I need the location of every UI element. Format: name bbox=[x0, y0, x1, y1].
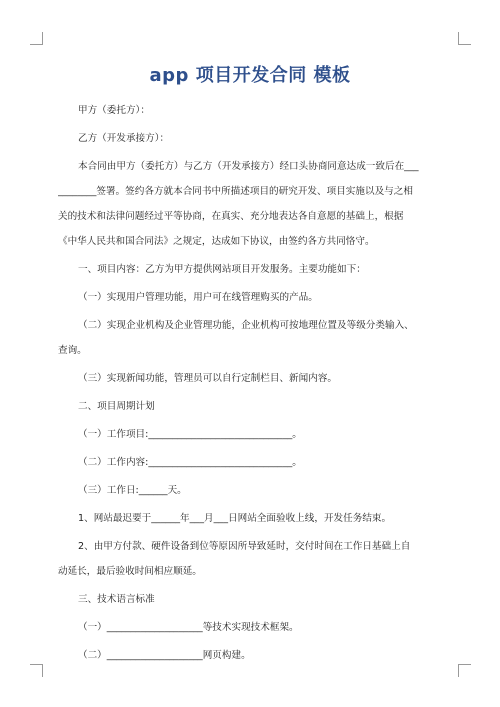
paragraph-line: （三）工作日:______天。 bbox=[78, 485, 187, 496]
paragraph-line: （一）____________________等技术实现技术框架。 bbox=[78, 622, 299, 633]
paragraph-line: （二）工作内容:______________________________。 bbox=[78, 457, 302, 468]
document-body bbox=[58, 104, 450, 662]
paragraph-line: （三）实现新闻功能，管理员可以自行定制栏目、新闻内容。 bbox=[78, 373, 338, 384]
paragraph-line: （二）____________________网页构建。 bbox=[78, 650, 251, 661]
paragraph-line: 甲方（委托方）： bbox=[78, 105, 150, 116]
crop-mark-bottom-right bbox=[458, 664, 471, 677]
crop-mark-top-right bbox=[458, 32, 471, 45]
crop-mark-bottom-left bbox=[30, 664, 43, 677]
crop-mark-top-left bbox=[30, 32, 43, 45]
paragraph-line: 查询。 bbox=[58, 345, 87, 356]
paragraph-line: （一）实现用户管理功能，用户可在线管理购买的产品。 bbox=[78, 292, 318, 303]
paragraph-line: 动延长，最后验收时间相应顺延。 bbox=[58, 566, 202, 577]
paragraph-line: 一、项目内容：乙方为甲方提供网站项目开发服务。主要功能如下： bbox=[78, 264, 366, 275]
paragraph-line: ________签署。签约各方就本合同书中所描述项目的研究开发、项目实施以及与之相 bbox=[58, 186, 413, 197]
paragraph-line: 《中华人民共和国合同法》之规定，达成如下协议，由签约各方共同恪守。 bbox=[58, 236, 375, 247]
document-title: app 项目开发合同 模板 bbox=[149, 65, 351, 86]
paragraph-line: 乙方（开发承接方）： bbox=[78, 133, 170, 144]
paragraph-line: （一）工作项目:______________________________。 bbox=[78, 429, 302, 440]
paragraph-line: 1、网站最迟要于______年___月___日网站全面验收上线，开发任务结束。 bbox=[78, 513, 392, 524]
paragraph-line: 本合同由甲方（委托方）与乙方（开发承接方）经口头协商同意达成一致后在___ bbox=[78, 161, 419, 172]
paragraph-line: 三、技术语言标准 bbox=[78, 594, 155, 605]
paragraph-line: 二、项目周期计划 bbox=[78, 401, 155, 412]
paragraph-line: 2、由甲方付款、硬件设备到位等原因所导致延时，交付时间在工作日基础上自 bbox=[78, 541, 411, 552]
paragraph-line: 关的技术和法律问题经过平等协商，在真实、充分地表达各自意愿的基础上，根据 bbox=[58, 211, 404, 222]
paragraph-line: （二）实现企业机构及企业管理功能，企业机构可按地理位置及等级分类输入、 bbox=[78, 320, 414, 331]
